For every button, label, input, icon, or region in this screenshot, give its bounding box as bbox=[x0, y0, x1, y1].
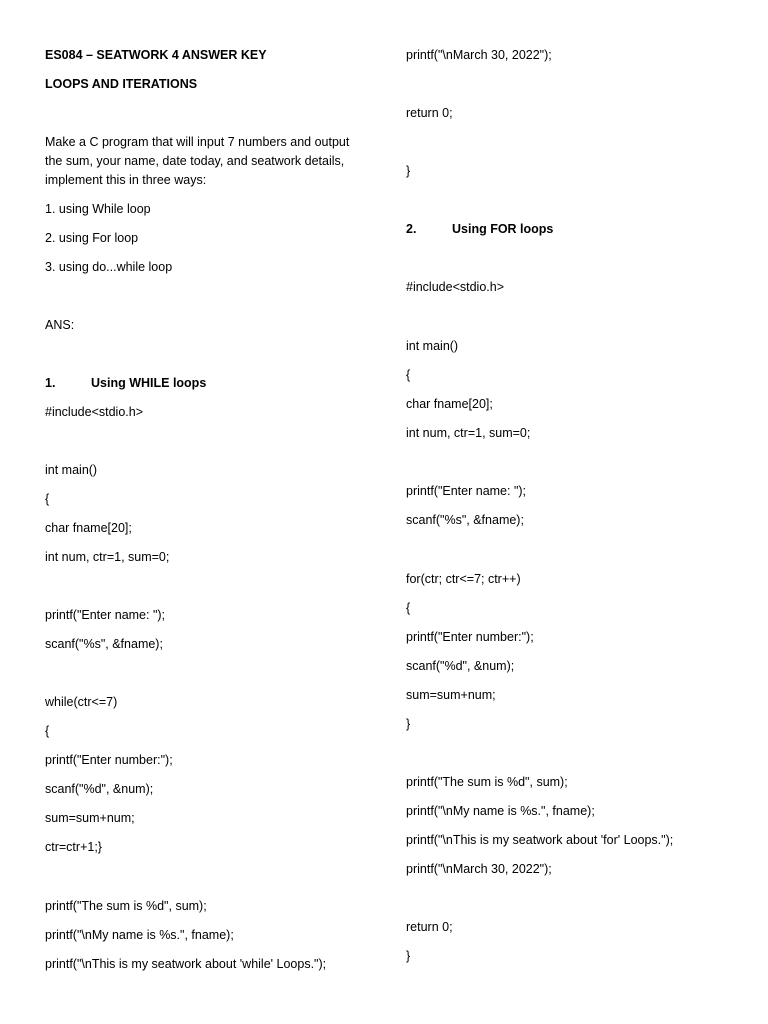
code-line: printf("Enter name: "); bbox=[45, 608, 166, 622]
code-line: printf("Enter number:"); bbox=[45, 753, 173, 767]
code-line: } bbox=[406, 164, 411, 178]
intro-text-line: the sum, your name, date today, and seatwork details, bbox=[45, 154, 345, 168]
list-item: 2. using For loop bbox=[45, 231, 139, 245]
section-number: 2. bbox=[406, 222, 417, 236]
code-line: int main() bbox=[45, 463, 98, 477]
answer-label: ANS: bbox=[45, 318, 75, 332]
code-line: char fname[20]; bbox=[45, 521, 132, 535]
code-line: printf("\nMy name is %s.", fname); bbox=[406, 804, 595, 818]
code-line: #include<stdio.h> bbox=[45, 405, 143, 419]
code-line: { bbox=[406, 368, 411, 382]
section-heading-while bbox=[45, 377, 206, 390]
code-line: sum=sum+num; bbox=[45, 811, 135, 825]
code-line: while(ctr<=7) bbox=[45, 695, 118, 709]
code-line: printf("\nMy name is %s.", fname); bbox=[45, 928, 234, 942]
code-line: printf("\nThis is my seatwork about 'while' Loops."); bbox=[45, 957, 327, 971]
code-line: scanf("%s", &fname); bbox=[45, 637, 163, 651]
code-line: } bbox=[406, 949, 411, 963]
list-item: 1. using While loop bbox=[45, 202, 151, 216]
code-line: int main() bbox=[406, 339, 459, 353]
section-heading-for bbox=[406, 223, 553, 236]
code-line: { bbox=[45, 492, 50, 506]
section-title: Using WHILE loops bbox=[91, 376, 207, 390]
code-line: printf("\nMarch 30, 2022"); bbox=[406, 48, 552, 62]
code-line: printf("The sum is %d", sum); bbox=[45, 899, 207, 913]
code-line: printf("The sum is %d", sum); bbox=[406, 775, 568, 789]
code-line: printf("\nThis is my seatwork about 'for' Loops."); bbox=[406, 833, 674, 847]
code-line: char fname[20]; bbox=[406, 397, 493, 411]
code-line: } bbox=[406, 717, 411, 731]
code-line: #include<stdio.h> bbox=[406, 280, 504, 294]
intro-text-line: implement this in three ways: bbox=[45, 173, 207, 187]
code-line: sum=sum+num; bbox=[406, 688, 496, 702]
section-number: 1. bbox=[45, 376, 56, 390]
intro-text-line: Make a C program that will input 7 numbers and output bbox=[45, 135, 350, 149]
code-line: { bbox=[406, 601, 411, 615]
code-line: scanf("%s", &fname); bbox=[406, 513, 524, 527]
code-line: { bbox=[45, 724, 50, 738]
code-line: printf("Enter name: "); bbox=[406, 484, 527, 498]
document-title: ES084 – SEATWORK 4 ANSWER KEY bbox=[45, 48, 267, 62]
document-subtitle: LOOPS AND ITERATIONS bbox=[45, 77, 198, 91]
section-title: Using FOR loops bbox=[452, 222, 554, 236]
code-line: return 0; bbox=[406, 106, 453, 120]
code-line: ctr=ctr+1;} bbox=[45, 840, 102, 854]
code-line: printf("Enter number:"); bbox=[406, 630, 534, 644]
list-item: 3. using do...while loop bbox=[45, 260, 173, 274]
code-line: printf("\nMarch 30, 2022"); bbox=[406, 862, 552, 876]
code-line: return 0; bbox=[406, 920, 453, 934]
code-line: scanf("%d", &num); bbox=[406, 659, 515, 673]
code-line: int num, ctr=1, sum=0; bbox=[45, 550, 170, 564]
code-line: for(ctr; ctr<=7; ctr++) bbox=[406, 572, 521, 586]
code-line: scanf("%d", &num); bbox=[45, 782, 154, 796]
code-line: int num, ctr=1, sum=0; bbox=[406, 426, 531, 440]
